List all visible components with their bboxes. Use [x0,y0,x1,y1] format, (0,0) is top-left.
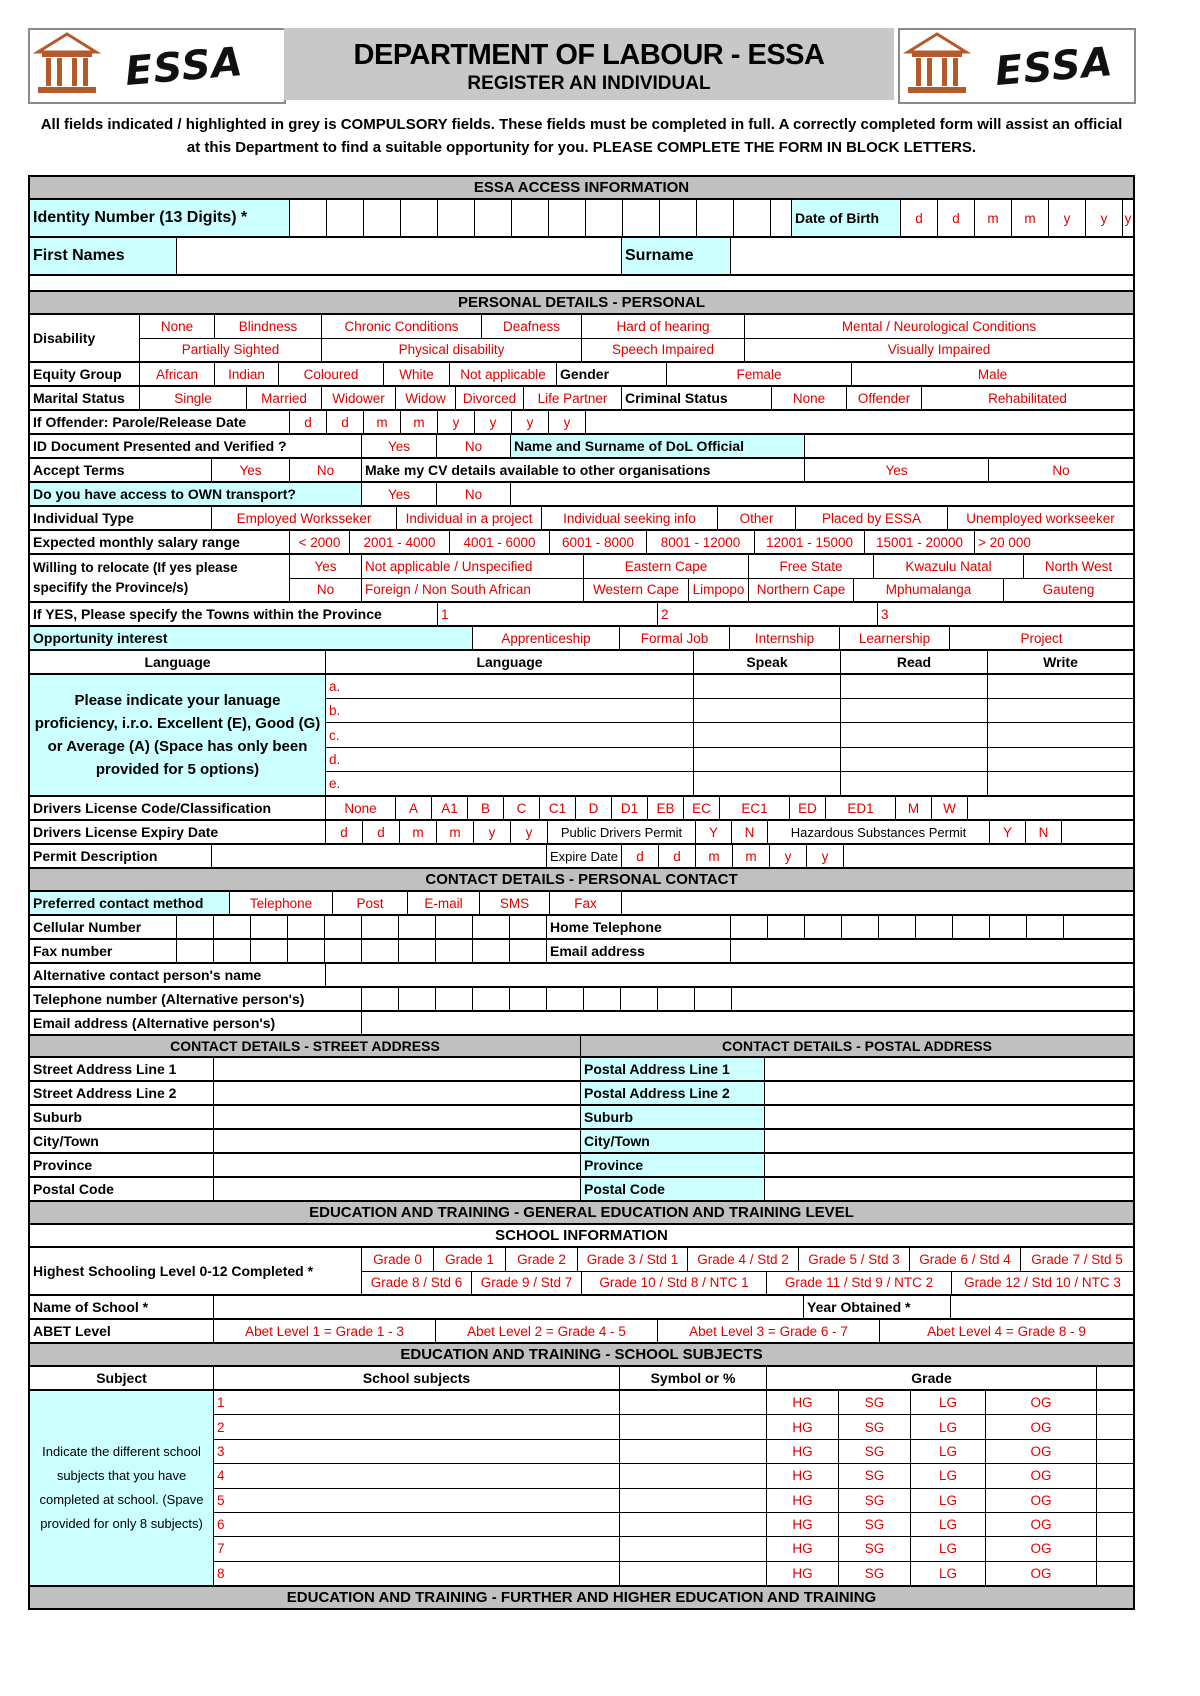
individual-type-row: Individual Type Employed Worksseker Individual in a project Individual seeking info Other Placed by ESSA Unemployed workseeker [28,505,1135,529]
cellular-row: Cellular Number Home Telephone [28,914,1135,938]
form-header [28,28,1135,104]
instructions: All fields indicated / highlighted in grey is COMPULSORY fields. These fields must be completed in full. A correctly completed form will assist an official at this Department to find a suitable opportunity for you. PLEASE COMPLETE THE FORM IN BLOCK LETTERS. [40,116,1123,156]
section-further: EDUCATION AND TRAINING - FURTHER AND HIGHER EDUCATION AND TRAINING [28,1585,1135,1610]
id-row: Identity Number (13 Digits) * Date of Birth d d m m y y y [28,198,1135,236]
surname-field[interactable] [731,238,1133,274]
year-obtained-field[interactable] [951,1296,1133,1318]
names-row: First Names Surname [28,236,1135,274]
section-education: EDUCATION AND TRAINING - GENERAL EDUCATION AND TRAINING LEVEL [28,1200,1135,1223]
email-field[interactable] [731,940,1133,962]
offender-row: If Offender: Parole/Release Date d d m m y y y y [28,409,1135,433]
id-digit[interactable] [586,200,623,236]
salary-row: Expected monthly salary range < 2000 2001 - 4000 4001 - 6000 6001 - 8000 8001 - 12000 12001 - 15000 15001 - 20000 > 20 000 [28,529,1135,553]
id-digit[interactable] [327,200,364,236]
equity-row: Equity Group African Indian Coloured White Not applicable Gender Female Male [28,361,1135,385]
id-digit[interactable] [401,200,438,236]
alt-tel-row: Telephone number (Alternative person's) [28,986,1135,1010]
license-expiry-row: Drivers License Expiry Date d d m m y y Public Drivers Permit Y N Hazardous Substances Permit Y N [28,819,1135,843]
official-name-field[interactable] [805,435,1133,457]
id-digit[interactable] [660,200,697,236]
transport-row: Do you have access to OWN transport? Yes No [28,481,1135,505]
section-access: ESSA ACCESS INFORMATION [28,175,1135,198]
subjects-rows: Indicate the different school subjects that you have completed at school. (Spave provided for only 8 subjects) 1 HG SG LG OG 2 HG SG LG OG 3 HG SG LG OG 4 HG SG LG OG 5 HG SG LG OG 6 HG SG LG OG 7 HG SG LG OG 8 HG SG LG OG [28,1389,1135,1585]
id-digit[interactable] [512,200,549,236]
school-name-field[interactable] [214,1296,804,1318]
section-personal: PERSONAL DETAILS - PERSONAL [28,290,1135,313]
schooling-level-row: Highest Schooling Level 0-12 Completed * Grade 0 Grade 1 Grade 2 Grade 3 / Std 1 Grade 4 / Std 2 Grade 5 / Std 3 Grade 6 / Std 4 Grade 7 / Std 5 Grade 8 / Std 6 Grade 9 / Std 7 Grade 10 / Std 8 / NTC 1 Grade 11 / Std 9 / NTC 2 Grade 12 / Std 10 / NTC 3 [28,1246,1135,1294]
alt-email-row: Email address (Alternative person's) [28,1010,1135,1034]
page-subtitle: REGISTER AN INDIVIDUAL [467,73,711,94]
terms-row: Accept Terms Yes No Make my CV details available to other organisations Yes No [28,457,1135,481]
section-subjects: EDUCATION AND TRAINING - SCHOOL SUBJECTS [28,1342,1135,1365]
disability-row: Disability None Blindness Chronic Conditions Deafness Hard of hearing Mental / Neurological Conditions Partially Sighted Physical disability Speech Impaired Visually Impaired [28,313,1135,361]
alt-name-row: Alternative contact person's name [28,962,1135,986]
dob-year[interactable]: y [1049,200,1086,236]
abet-row: ABET Level Abet Level 1 = Grade 1 - 3 Abet Level 2 = Grade 4 - 5 Abet Level 3 = Grade 6 - 7 Abet Level 4 = Grade 8 - 9 [28,1318,1135,1342]
permit-row: Permit Description Expire Date d d m m y y [28,843,1135,867]
first-names-field[interactable] [177,238,622,274]
id-digit[interactable] [623,200,660,236]
address-headers: CONTACT DETAILS - STREET ADDRESS CONTACT DETAILS - POSTAL ADDRESS [28,1034,1135,1056]
id-digit[interactable] [549,200,586,236]
dob-year[interactable]: y [1086,200,1123,236]
opportunity-row: Opportunity interest Apprenticeship Formal Job Internship Learnership Project [28,625,1135,649]
relocate-row: Willing to relocate (If yes please specifify the Province/s) Yes Not applicable / Unspecified Eastern Cape Free State Kwazulu Natal North West No Foreign / Non South African Western Cape Limpopo Northern Cape Mphumalanga Gauteng [28,553,1135,601]
id-verify-row: ID Document Presented and Verified ? Yes No Name and Surname of DoL Official [28,433,1135,457]
language-rows: Please indicate your lanuage proficiency, i.r.o. Excellent (E), Good (G) or Average (A) (Space has only been provided for 5 options) a. b. c. d. e. [28,673,1135,795]
id-digit[interactable] [364,200,401,236]
id-digit[interactable] [438,200,475,236]
fax-row: Fax number Email address [28,938,1135,962]
towns-row: If YES, Please specify the Towns within the Province 1 2 3 [28,601,1135,625]
registration-form: ESSA ACCESS INFORMATION Identity Number (13 Digits) * Date of Birth d d m m y y y First Names Surname PERSONAL DETAILS - PERSONAL Disability None Blindness Chronic Conditions Deafness Hard of hearing Mental / Neurological Conditions Partially Sighted Physical disability Speech Impaired Visually Impaired Equity Group African Indian Coloured White Not applicable Gender Female Male Marital Status Single Married Widower Widow Divorced Life Partner Criminal Status None Offender Rehabilitated If Offender: Parole/Release Date d d m m y y y y ID Document Presented and Verified ? Yes No Name and Surname of DoL Official Accept Terms Yes No Make my CV details available to other organisations Yes No Do you have access to OWN transport? Yes No Individual Type Employed Worksseker Individual in a project Individual seeking info Other Placed by ESSA Unemployed workseeker Expected monthly salary range < 2000 2001 - 4000 4001 - 6000 6001 - 8000 8001 - 12000 12001 - 15000 15001 - 20000 > 20 000 Willing to relocate (If yes please specifify the Province/s) Yes Not applicable / Unspecified Eastern Cape Free State Kwazulu Natal North West No Foreign / Non South African Western Cape Limpopo Northern Cape Mphumalanga Gauteng If YES, Please specify the Towns within the Province 1 2 3 Opportunity interest Apprenticeship Formal Job Internship Learnership Project Language Language Speak Read Write Please indicate your lanuage proficiency, i.r.o. Excellent (E), Good (G) or Average (A) (Space has only been provided for 5 options) a. b. c. d. e. Drivers License Code/Classification None A A1 B C C1 D D1 EB EC EC1 ED ED1 M W Drivers License Expiry Date d d m m y y Public Drivers Permit Y N Hazardous Substances Permit Y N Permit Description Expire Date d d m m y y CONTACT DETAILS - PERSONAL CONTACT Preferred contact method Telephone Post E-mail SMS Fax Cellular Number Home Telephone Fax number Email address Alternative contact person's name Telephone number (Alternative person's) Email address (Alternative person's) CONTACT DETAILS - STREET ADDRESS CONTACT DETAILS - POSTAL ADDRESS Street Address Line 1 Postal Address Line 1 Street Address Line 2 Postal Address Line 2 Suburb Suburb City/Town City/Town Province Province Postal Code Postal Code EDUCATION AND TRAINING - GENERAL EDUCATION AND TRAINING LEVEL SCHOOL INFORMATION Highest Schooling Level 0-12 Completed * Grade 0 Grade 1 Grade 2 Grade 3 / Std 1 Grade 4 / Std 2 Grade 5 / Std 3 Grade 6 / Std 4 Grade 7 / Std 5 Grade 8 / Std 6 Grade 9 / Std 7 Grade 10 / Std 8 / NTC 1 Grade 11 / Std 9 / NTC 2 Grade 12 / Std 10 / NTC 3 Name of School * Year Obtained * ABET Level Abet Level 1 = Grade 1 - 3 Abet Level 2 = Grade 4 - 5 Abet Level 3 = Grade 6 - 7 Abet Level 4 = Grade 8 - 9 EDUCATION AND TRAINING - SCHOOL SUBJECTS Subject School subjects Symbol or % Grade Indicate the different school subjects that you have completed at school. (Spave provided for only 8 subjects) 1 HG SG LG OG 2 HG SG LG OG 3 HG SG LG OG 4 HG SG LG OG 5 HG SG LG OG 6 HG SG LG OG 7 HG SG LG OG 8 HG SG LG OG EDUCATION AND TRAINING - FURTHER AND HIGHER EDUCATION AND TRAINING [28,175,1135,1610]
permit-description-field[interactable] [212,845,547,867]
title-banner [284,28,894,100]
license-row: Drivers License Code/Classification None A A1 B C C1 D D1 EB EC EC1 ED ED1 M W [28,795,1135,819]
dob-month[interactable]: m [1012,200,1049,236]
preferred-contact-row: Preferred contact method Telephone Post E-mail SMS Fax [28,890,1135,914]
school-name-row: Name of School * Year Obtained * [28,1294,1135,1318]
dob-month[interactable]: m [975,200,1012,236]
essa-logo-right: ESSA [898,28,1136,104]
page-title: DEPARTMENT OF LABOUR - ESSA [353,39,825,71]
dob-day[interactable]: d [938,200,975,236]
id-digit[interactable] [290,200,327,236]
section-contact: CONTACT DETAILS - PERSONAL CONTACT [28,867,1135,890]
dob-year[interactable]: y [1124,210,1132,226]
marital-row: Marital Status Single Married Widower Widow Divorced Life Partner Criminal Status None Offender Rehabilitated [28,385,1135,409]
section-school-info: SCHOOL INFORMATION [28,1223,1135,1246]
dob-day[interactable]: d [901,200,938,236]
id-digit[interactable] [734,200,771,236]
id-digit[interactable] [697,200,734,236]
id-digit[interactable] [475,200,512,236]
essa-logo-left: ESSA [28,28,286,104]
subjects-header-row: Subject School subjects Symbol or % Grade [28,1365,1135,1389]
language-header-row: Language Language Speak Read Write [28,649,1135,673]
